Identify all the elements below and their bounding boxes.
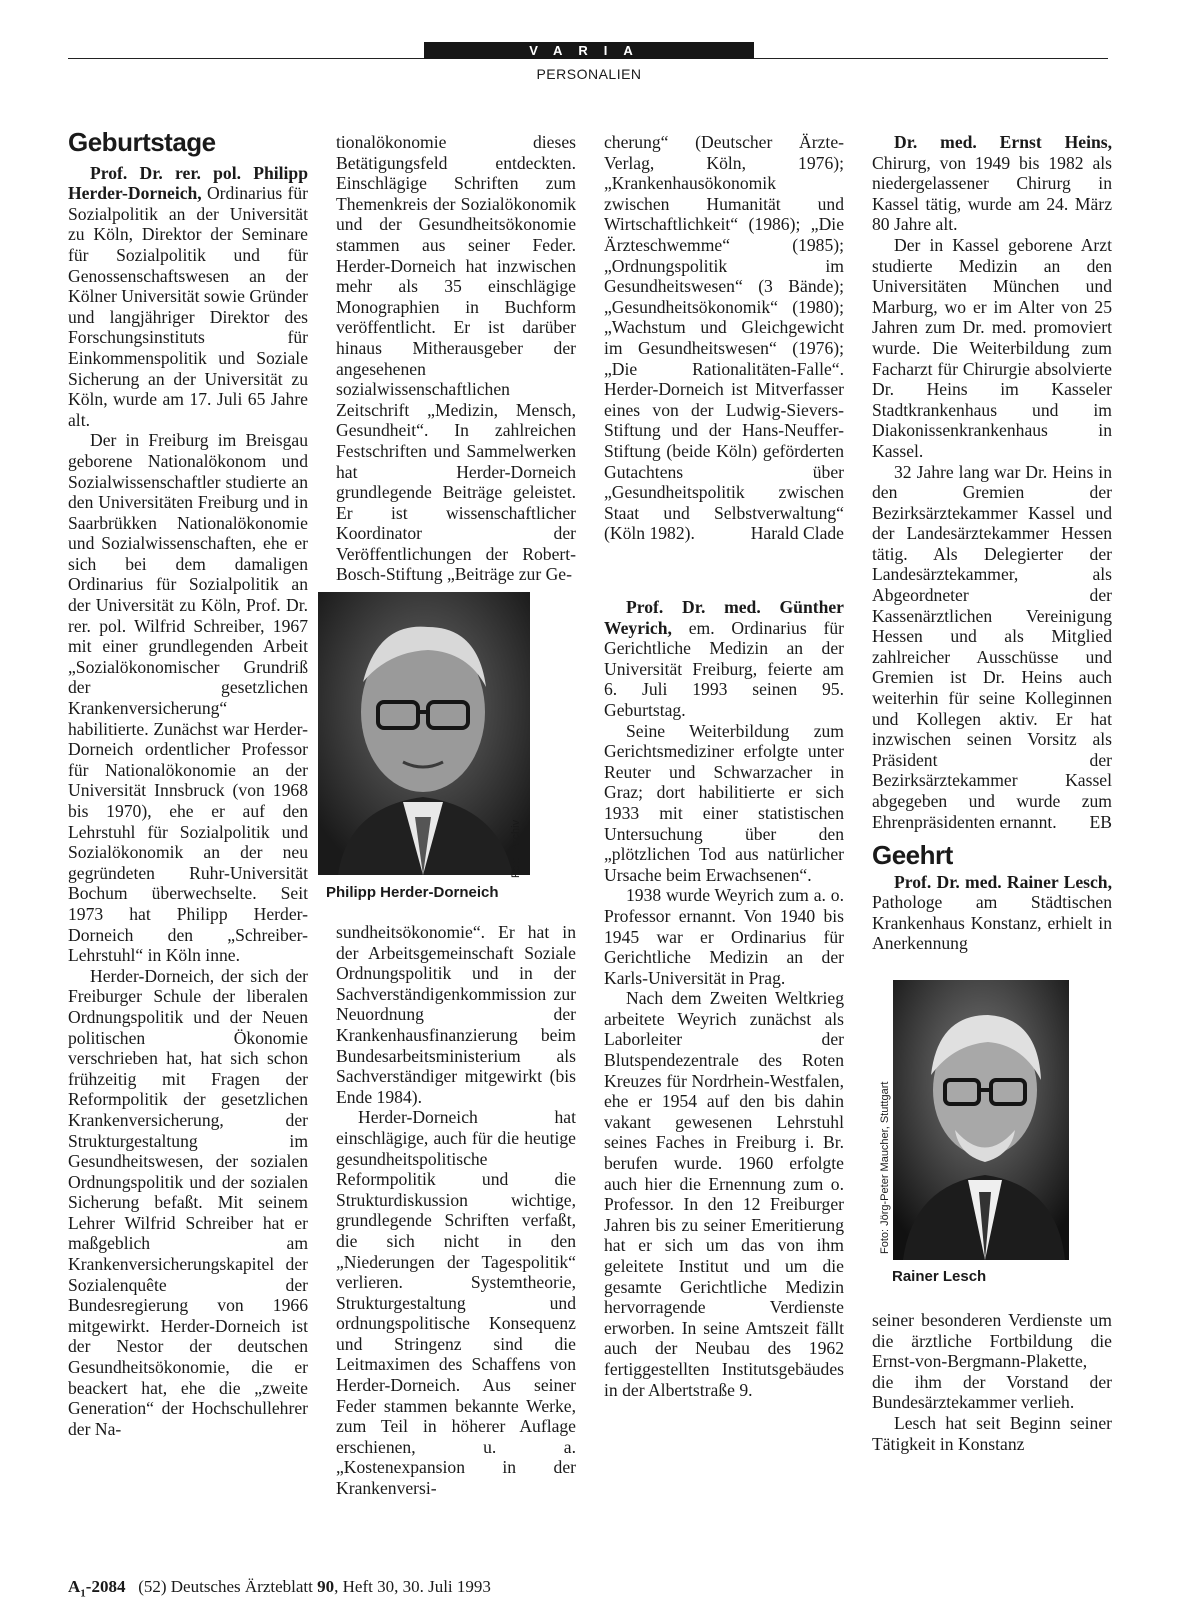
column-4 xyxy=(872,132,1112,832)
person-name: Prof. Dr. rer. pol. Philipp Herder-Dorneich, xyxy=(68,162,308,204)
paragraph: seiner besonderen Verdienste um die ärztliche Fortbildung die Ernst-von-Bergmann-Plakette, die ihm der Vorstand der Bundesärztekammer verlieh. xyxy=(872,1310,1112,1413)
article-heins-intro xyxy=(872,132,1112,235)
paragraph-text: em. Ordinarius für Gerichtliche Medizin an der Universität Freiburg, feierte am 6. Juli 1993 seinen 95. Geburtstag. xyxy=(604,617,844,720)
paragraph: Der in Freiburg im Breisgau geborene Nationalökonom und Sozialwissenschaftler studierte an den Universitäten Freiburg und in Saarbrükken Nationalökonomie und Sozialwissenschaften, ehe er sich bei dem damaligen Ordinarius für Sozialpolitik an der Universität zu Köln, Prof. Dr. rer. pol. Wilfrid Schreiber, 1967 mit einer grundlegenden Arbeit „Sozialökonomischer Grundriß der gesetzlichen Krankenversicherung“ habilitierte. Zunächst war Herder-Dorneich ordentlicher Professor für Nationalökonomie an der Universität Innsbruck (von 1968 bis 1970), ehe er auf den Lehrstuhl für Sozialpolitik und Sozialökonomik an der neu gegründeten Ruhr-Universität Bochum überwechselte. Seit 1973 hat Philipp Herder-Dorneich den „Schreiber-Lehrstuhl“ in Köln inne. xyxy=(68,430,308,966)
person-name: Prof. Dr. med. Günther Weyrich, xyxy=(604,597,844,638)
paragraph-text: Pathologe am Städtischen Krankenhaus Konstanz, erhielt in Anerkennung xyxy=(872,892,1112,954)
author-signature: Harald Clade xyxy=(750,523,844,544)
article-herder-dorneich-intro xyxy=(68,163,308,431)
column-3-lower xyxy=(604,597,844,1400)
volume-number: 90 xyxy=(317,1577,335,1596)
page-code: $A_1-2084$ xyxy=(68,1577,126,1600)
person-name: Prof. Dr. med. Rainer Lesch, xyxy=(894,871,1112,892)
paragraph: Seine Weiterbildung zum Gerichtsmediziner erfolgte unter Reuter und Schwarzacher in Graz; dort habilitierte er sich 1933 mit einer statistischen Untersuchung über den „plötzlichen Tod aus natürlicher Ursache beim Erwachsenen“. xyxy=(604,720,844,885)
portrait-image xyxy=(893,980,1069,1260)
paragraph: Herder-Dorneich hat einschlägige, auch für die heutige gesundheitspolitische Reformpolitik und die Strukturdiskussion wichtige, grundlegende Schriften verfaßt, die sich nicht in den „Niederungen der Tagespolitik“ verlieren. Systemtheorie, Strukturgestaltung und ordnungspolitische Konsequenz und Stringenz sind die Leitmaximen des Schaffens von Herder-Dorneich. Aus seiner Feder stammen bekannte Werke, zum Teil in höherer Auflage erschienen, u. a. „Kostenexpansion in der Krankenversi- xyxy=(336,1107,576,1499)
paragraph-text: Ordinarius für Sozialpolitik an der Universität zu Köln, Direktor der Seminare für Sozialpolitik und für Genossenschaftswesen an der Kölner Universität sowie Gründer und langjähriger Direktor des Forschungsinstituts für Einkommenspolitik und Soziale Sicherung an der Universität zu Köln, wurde am 17. Juli 65 Jahre alt. xyxy=(68,183,308,430)
column-2-lower xyxy=(336,922,576,1499)
paragraph-text: cherung“ (Deutscher Ärzte-Verlag, Köln, 1976); „Krankenhausökonomik zwischen Humanität und Wirtschaftlichkeit“ (1986); „Die Ärzteschwemme“ (1985); „Ordnungspolitik im Gesundheitswesen“ (3 Bände); „Gesundheitsökonomik“ (1980); „Wachstum und Gleichgewicht im Gesundheitswesen“ (1976); „Die Rationalitäten-Falle“. Herder-Dorneich ist Mitverfasser eines von der Ludwig-Sievers-Stiftung und der Hans-Neuffer-Stiftung (beide Köln) geförderten Gutachtens über „Gesundheitspolitik zwischen Staat und Selbstverwaltung“ (Köln 1982). xyxy=(604,132,844,544)
photo-herder-dorneich xyxy=(318,592,530,875)
paragraph-text: 32 Jahre lang war Dr. Heins in den Gremien der Bezirksärztekammer Kassel und der Landesärztekammer Hessen tätig. Als Delegierter der Landesärztekammer, als Abgeordneter der Kassenärztlichen Vereinigung Hessen und als Mitglied zahlreicher Ausschüsse und Gremien ist Dr. Heins auch weiterhin für seine Kolleginnen und Kollegen aktiv. Er hat inzwischen seinen Vorsitz als Präsident der Bezirksärztekammer Kassel abgegeben und wurde zum Ehrenpräsidenten ernannt. xyxy=(872,461,1112,832)
section-heading-geehrt: Geehrt xyxy=(872,840,953,870)
paragraph-text: Chirurg, von 1949 bis 1982 als niedergelassener Chirurg in Kassel tätig, wurde am 24. März 80 Jahre alt. xyxy=(872,152,1112,235)
section-banner: VARIA xyxy=(424,42,754,59)
article-lesch-intro xyxy=(872,872,1112,954)
paragraph: Lesch hat seit Beginn seiner Tätigkeit in Konstanz xyxy=(872,1412,1112,1454)
column-2 xyxy=(336,132,576,585)
column-4-geehrt xyxy=(872,840,1112,954)
photo-credit: Foto: Archiv xyxy=(510,819,522,878)
photo-caption: Philipp Herder-Dorneich xyxy=(326,884,499,901)
column-4-lower xyxy=(872,1310,1112,1454)
paragraph: tionalökonomie dieses Betätigungsfeld entdeckten. Einschlägige Schriften zum Themenkreis der Sozialökonomik und der Gesundheitsökonomie stammen aus seiner Feder. Herder-Dorneich hat inzwischen mehr als 35 einschlägige Monographien in Buchform veröffentlicht. Er ist darüber hinaus Mitherausgeber der angesehenen sozialwissenschaftlichen Zeitschrift „Medizin, Mensch, Gesundheit“. In zahlreichen Festschriften und Sammelwerken hat Herder-Dorneich grundlegende Beiträge geleistet. Er ist wissenschaftlicher Koordinator der Veröffentlichungen der Robert-Bosch-Stiftung „Beiträge zur Ge- xyxy=(336,132,576,585)
subsection-title: PERSONALIEN xyxy=(536,66,642,82)
paragraph: Der in Kassel geborene Arzt studierte Medizin an den Universitäten München und Marburg, wo er im Alter von 25 Jahren zum Dr. med. promoviert wurde. Die Weiterbildung zum Facharzt für Chirurgie absolvierte Dr. Heins im Kasseler Stadtkrankenhaus und im Diakonissenkrankenhaus in Kassel. xyxy=(872,234,1112,461)
journal-reference: (52) Deutsches Ärzteblatt xyxy=(138,1577,313,1596)
photo-credit: Foto: Jörg-Peter Maucher, Stuttgart xyxy=(879,1081,891,1254)
page-footer xyxy=(68,1577,491,1599)
portrait-image xyxy=(318,592,530,875)
person-name: Dr. med. Ernst Heins, xyxy=(894,132,1112,152)
paragraph: 1938 wurde Weyrich zum a. o. Professor ernannt. Von 1940 bis 1945 war er Ordinarius für Gerichtliche Medizin an der Karls-Universität in Prag. xyxy=(604,885,844,988)
photo-lesch xyxy=(893,980,1069,1260)
author-signature: EB xyxy=(1089,811,1112,832)
article-weyrich-intro xyxy=(604,597,844,721)
paragraph xyxy=(872,462,1112,833)
paragraph xyxy=(604,132,844,544)
section-heading-geburtstage: Geburtstage xyxy=(68,127,216,157)
photo-caption: Rainer Lesch xyxy=(892,1268,987,1285)
column-3 xyxy=(604,132,844,544)
paragraph: Herder-Dorneich, der sich der Freiburger Schule der liberalen Ordnungspolitik und der Neuen politischen Ökonomie verschrieben hat, hat sich schon frühzeitig mit Fragen der Reformpolitik der gesetzlichen Krankenversicherung, der Strukturgestaltung im Gesundheitswesen, der sozialen Ordnungspolitik und der sozialen Sicherung befaßt. Mit seinem Lehrer Wilfrid Schreiber hat er maßgeblich am Krankenversicherungskapitel der Sozialenquête der Bundesregierung von 1966 mitgewirkt. Herder-Dorneich ist der Nestor der deutschen Gesundheitsökonomie, die er beackert hat, ehe die „zweite Generation“ der Hochschullehrer der Na- xyxy=(68,965,308,1439)
column-1 xyxy=(68,127,308,1439)
issue-info: , Heft 30, 30. Juli 1993 xyxy=(334,1577,491,1596)
paragraph: Nach dem Zweiten Weltkrieg arbeitete Weyrich zunächst als Laborleiter der Blutspendezentrale des Roten Kreuzes für Nordrhein-Westfalen, ehe er 1954 auf den bis dahin vakant gewesenen Lehrstuhl seines Faches in Freiburg i. Br. berufen wurde. 1960 erfolgte auch hier die Ernennung zum o. Professor. In den 12 Freiburger Jahren bis zu seiner Emeritierung hat er sich um das von ihm geleitete Institut und um die gesamte Gerichtliche Medizin hervorragende Verdienste erworben. In seine Amtszeit fällt auch der Neubau des 1962 fertiggestellten Institutsgebäudes in der Albertstraße 9. xyxy=(604,988,844,1400)
paragraph: sundheitsökonomie“. Er hat in der Arbeitsgemeinschaft Soziale Ordnungspolitik und in der Sachverständigenkommission zur Neuordnung der Krankenhausfinanzierung beim Bundesarbeitsministerium als Sachverständiger mitgewirkt (bis Ende 1984). xyxy=(336,922,576,1107)
